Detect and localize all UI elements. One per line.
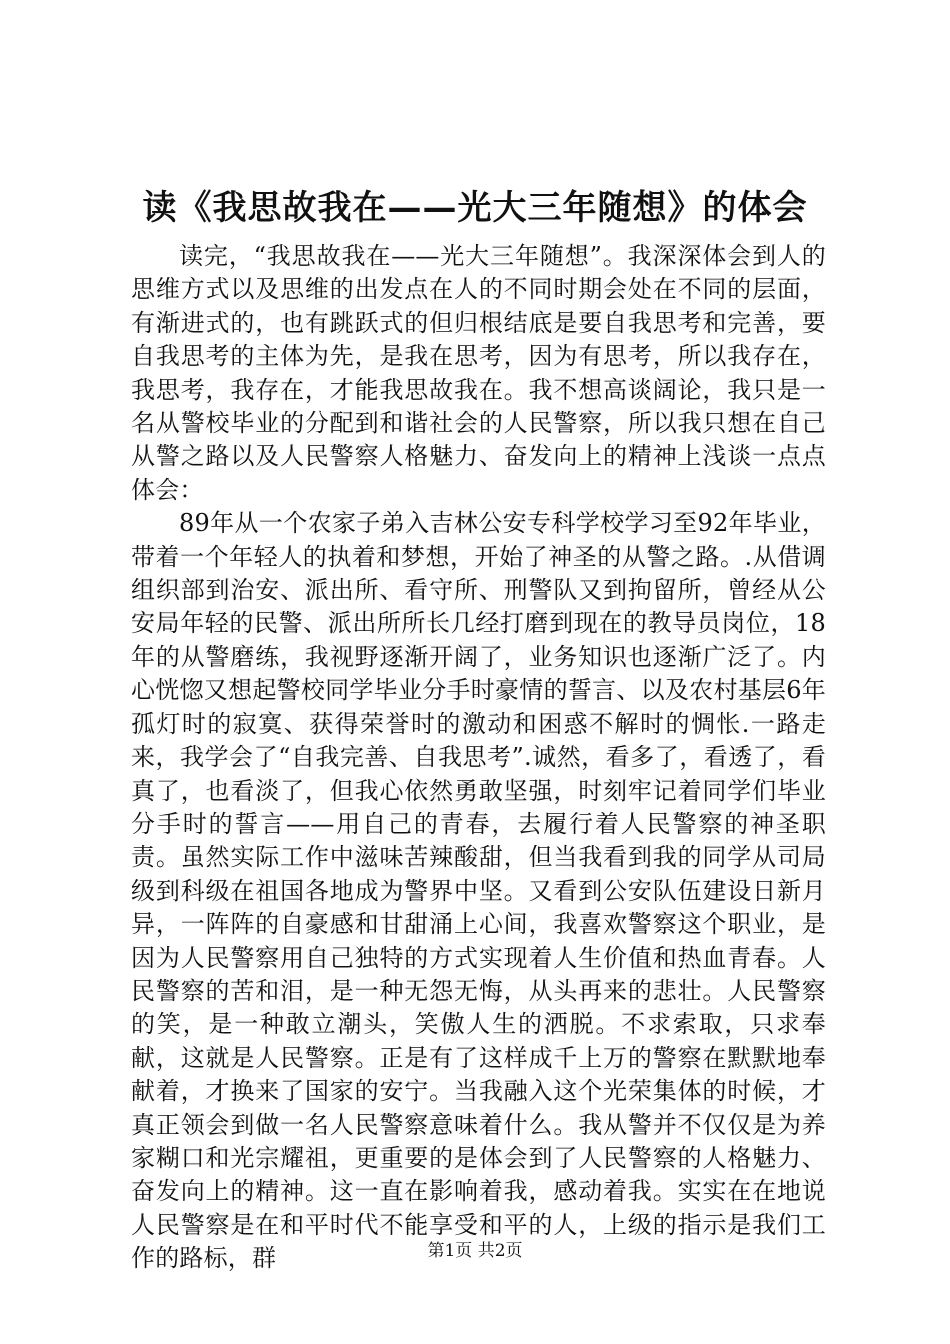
page-footer: 第1页 共2页 xyxy=(427,1241,523,1261)
paragraph-1: 读完，“我思故我在——光大三年随想”。我深深体会到人的思维方式以及思维的出发点在人的不同时期会处在不同的层面，有渐进式的，也有跳跃式的但归根结底是要自我思考和完善，要自我思考的主体为先，是我在思考，因为有思考，所以我存在，我思考，我存在，才能我思故我在。我不想高谈阔论，我只是一名从警校毕业的分配到和谐社会的人民警察，所以我只想在自己从警之路以及人民警察人格魅力、奋发向上的精神上浅谈一点点体会： xyxy=(131,242,826,504)
paragraph-2: 89年从一个农家子弟入吉林公安专科学校学习至92年毕业，带着一个年轻人的执着和梦想，开始了神圣的从警之路。.从借调组织部到治安、派出所、看守所、刑警队又到拘留所，曾经从公安局年轻的民警、派出所所长几经打磨到现在的教导员岗位，18年的从警磨练，我视野逐渐开阔了，业务知识也逐渐广泛了。内心恍惚又想起警校同学毕业分手时豪情的誓言、以及农村基层6年孤灯时的寂寞、获得荣誉时的激动和困惑不解时的惆怅.一路走来，我学会了“自我完善、自我思考”.诚然，看多了，看透了，看真了，也看淡了，但我心依然勇敢坚强，时刻牢记着同学们毕业分手时的誓言——用自己的青春，去履行着人民警察的神圣职责。虽然实际工作中滋味苦辣酸甜，但当我看到我的同学从司局级到科级在祖国各地成为警界中坚。又看到公安队伍建设日新月异，一阵阵的自豪感和甘甜涌上心间，我喜欢警察这个职业，是因为人民警察用自己独特的方式实现着人生价值和热血青春。人民警察的苦和泪，是一种无怨无悔，从头再来的悲壮。人民警察的笑，是一种敢立潮头，笑傲人生的洒脱。不求索取，只求奉献，这就是人民警察。正是有了这样成千上万的警察在默默地奉献着，才换来了国家的安宁。当我融入这个光荣集体的时候，才真正领会到做一名人民警察意味着什么。我从警并不仅仅是为养家糊口和光宗耀祖，更重要的是体会到了人民警察的人格魅力、奋发向上的精神。这一直在影响着我，感动着我。实实在在地说人民警察是在和平时代不能享受和平的人，上级的指示是我们工作的路标，群 xyxy=(131,509,826,1273)
document-body xyxy=(131,240,826,1276)
document-title: 读《我思故我在——光大三年随想》的体会 xyxy=(142,188,808,228)
